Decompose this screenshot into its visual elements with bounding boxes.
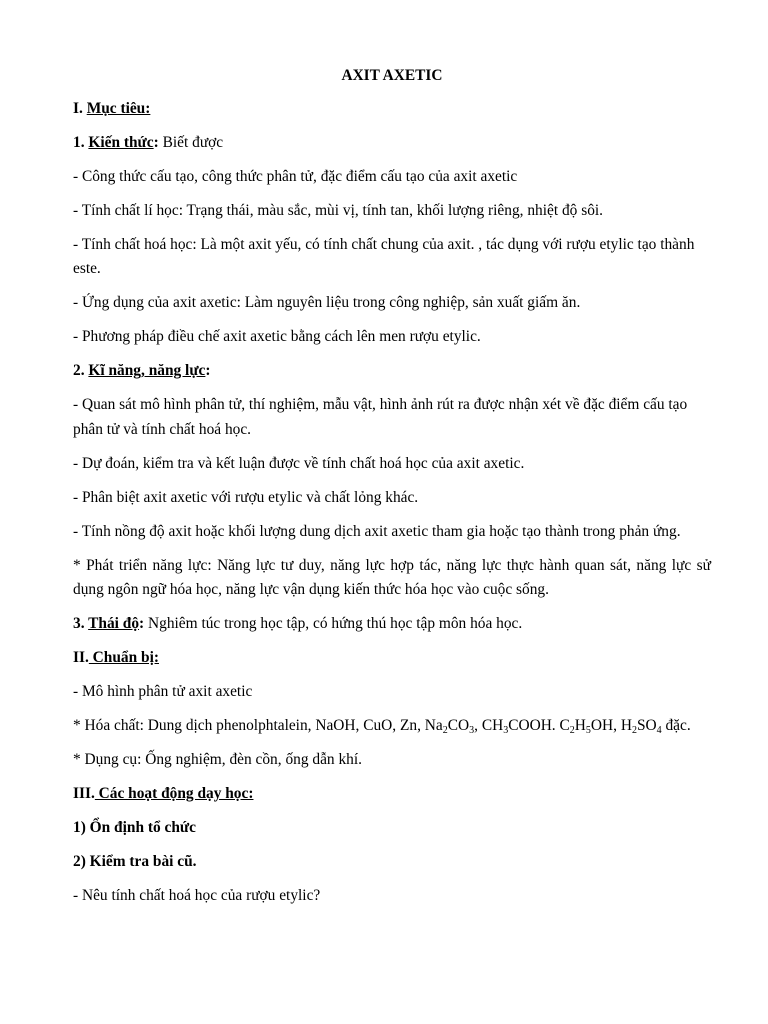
section-preparation-heading: II. Chuẩn bị:	[73, 649, 159, 666]
knowledge-item: - Tính chất lí học: Trạng thái, màu sắc, mùi vị, tính tan, khối lượng riêng, nhiệt độ sôi.	[73, 201, 604, 219]
skill-item: * Phát triển năng lực: Năng lực tư duy, năng lực hợp tác, năng lực thực hành quan sát, năng lực sử dụng ngôn ngữ hóa học, năng lực vận dụng kiến thức hóa học vào cuộc sống.	[73, 556, 711, 598]
subsection-knowledge: 1. Kiến thức: Biết được	[73, 133, 224, 151]
review-question: - Nêu tính chất hoá học của rượu etylic?	[73, 887, 321, 904]
activity-step-2: 2) Kiểm tra bài cũ.	[73, 853, 197, 870]
activity-step-1: 1) Ổn định tổ chức	[73, 819, 196, 836]
document-title: AXIT AXETIC	[341, 67, 443, 84]
skill-item: - Quan sát mô hình phân tử, thí nghiệm, mẫu vật, hình ảnh rút ra được nhận xét về đặc điểm cấu tạo phân tử và tính chất hoá học.	[73, 396, 688, 438]
preparation-item: * Dụng cụ: Ống nghiệm, đèn cồn, ống dẫn khí.	[73, 751, 362, 768]
knowledge-item: - Ứng dụng của axit axetic: Làm nguyên liệu trong công nghiệp, sản xuất giấm ăn.	[73, 294, 581, 311]
subsection-attitude: 3. Thái độ: Nghiêm túc trong học tập, có hứng thú học tập môn hóa học.	[73, 615, 523, 632]
preparation-chemicals: * Hóa chất: Dung dịch phenolphtalein, NaOH, CuO, Zn, $Na_2CO_3$, $CH_3COOH$. $C_2H_5OH$, $H_2SO_4$ đặc.	[73, 717, 691, 736]
skill-item: - Phân biệt axit axetic với rượu etylic và chất lỏng khác.	[73, 488, 419, 506]
skill-item: - Tính nồng độ axit hoặc khối lượng dung dịch axit axetic tham gia hoặc tạo thành trong phản ứng.	[73, 522, 681, 540]
preparation-item: - Mô hình phân tử axit axetic	[73, 683, 253, 700]
knowledge-item: - Phương pháp điều chế axit axetic bằng cách lên men rượu etylic.	[73, 328, 481, 345]
subsection-skills: 2. Kĩ năng, năng lực:	[73, 362, 211, 379]
section-objectives-heading: I. Mục tiêu:	[73, 99, 151, 117]
knowledge-item: - Công thức cấu tạo, công thức phân tử, đặc điểm cấu tạo của axit axetic	[73, 167, 518, 185]
document-body	[73, 64, 711, 918]
knowledge-item: - Tính chất hoá học: Là một axit yếu, có tính chất chung của axit. , tác dụng với rượu etylic tạo thành este.	[73, 235, 695, 277]
section-activities-heading: III. Các hoạt động dạy học:	[73, 785, 254, 802]
skill-item: - Dự đoán, kiểm tra và kết luận được về tính chất hoá học của axit axetic.	[73, 454, 525, 472]
